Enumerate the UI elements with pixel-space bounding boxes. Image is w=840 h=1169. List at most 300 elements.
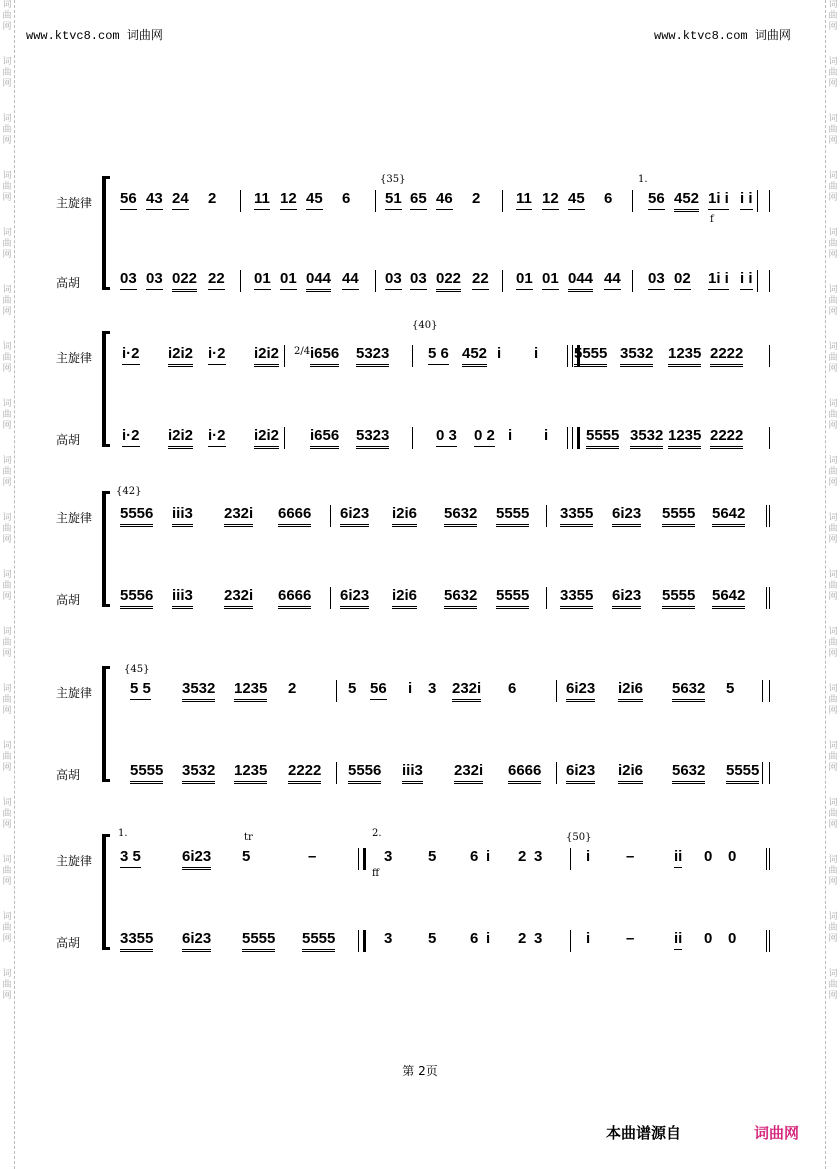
watermark-char: 词 [2,855,12,865]
watermark-char: 曲 [828,923,838,933]
watermark-char: 曲 [828,809,838,819]
watermark-char: 词 [2,0,12,10]
watermark-char: 曲 [2,695,12,705]
watermark-char: 网 [828,820,838,830]
gaohu-note: 3 [384,930,393,947]
gaohu-note: 03 [648,270,665,290]
melody-label: 主旋律 [56,196,93,210]
gaohu-note: i·2 [122,427,140,447]
watermark-char: 词 [2,456,12,466]
melody-note: 5 [348,680,357,697]
header-right [654,26,791,43]
gaohu-note: 6i23 [182,930,211,952]
melody-note: i·2 [208,345,226,365]
bar-line [502,190,503,212]
right-watermark-strip [825,0,840,1169]
melody-note: 5556 [120,505,153,527]
bar-line [567,345,568,367]
bar-line [766,505,767,527]
melody-note: 3 [384,848,393,865]
watermark-char: 曲 [2,11,12,21]
watermark-char: 网 [2,193,12,203]
gaohu-note: 2 [518,930,527,947]
melody-note: 3 [428,680,437,697]
melody-note: 1235 [668,345,701,367]
gaohu-note: 01 [516,270,533,290]
gaohu-note: 5555 [726,762,759,784]
gaohu-note: 02 [674,270,691,290]
watermark-char: 网 [828,364,838,374]
bar-line [762,680,763,702]
watermark-char: 词 [828,969,838,979]
watermark-char: 曲 [828,866,838,876]
watermark-char: 词 [2,114,12,124]
watermark-char: 网 [828,193,838,203]
gaohu-note: 5642 [712,587,745,609]
melody-staff-line [112,505,770,531]
melody-label: 主旋律 [56,686,93,700]
watermark-char: 曲 [2,980,12,990]
watermark-char: 曲 [2,866,12,876]
melody-note: 5642 [712,505,745,527]
bar-line [336,680,337,702]
bar-line [632,190,633,212]
melody-note: 43 [146,190,163,210]
gaohu-note: 5555 [496,587,529,609]
watermark-char: 曲 [828,638,838,648]
bar-line [762,762,763,784]
melody-note: 24 [172,190,189,210]
gaohu-note: i [486,930,491,947]
watermark-char: 词 [828,228,838,238]
melody-note: 11 [516,190,532,210]
watermark-char: 网 [2,478,12,488]
watermark-char: 网 [828,307,838,317]
melody-note: i2i6 [618,680,643,702]
gaohu-note: 01 [254,270,271,290]
watermark-char: 词 [828,285,838,295]
watermark-char: 词 [2,513,12,523]
watermark-char: 词 [2,399,12,409]
melody-note: 5632 [444,505,477,527]
gaohu-note: ii [674,930,682,950]
gaohu-note: 3532 [630,427,663,449]
watermark-char: 词 [828,456,838,466]
gaohu-note: 5556 [120,587,153,609]
melody-note: 56 [120,190,137,210]
melody-note: 2 [472,190,481,207]
gaohu-label: 高胡 [56,768,81,782]
melody-note: 11 [254,190,270,210]
system-bracket [102,178,106,288]
watermark-char: 曲 [828,695,838,705]
watermark-char: 网 [2,22,12,32]
melody-note: iii3 [172,505,193,527]
gaohu-note: 22 [208,270,225,290]
repeat-bar [572,427,580,449]
watermark-char: 词 [828,684,838,694]
gaohu-note: 03 [120,270,137,290]
melody-note: 2 [208,190,217,207]
gaohu-note: 022 [436,270,461,292]
gaohu-note: 0 [704,930,713,947]
gaohu-note: 3355 [120,930,153,952]
bar-line [330,505,331,527]
gaohu-note: 0 3 [436,427,457,447]
melody-note: 5555 [496,505,529,527]
watermark-char: 词 [2,228,12,238]
melody-note: 6 [508,680,517,697]
bar-line [336,762,337,784]
melody-note: 5 [242,848,251,865]
melody-note: 12 [542,190,559,210]
gaohu-note: 22 [472,270,489,290]
watermark-char: 网 [828,877,838,887]
melody-note: i [408,680,413,697]
melody-note: – [626,848,635,865]
watermark-char: 曲 [828,752,838,762]
rehearsal-mark-50: {50} [566,832,592,843]
watermark-char: 网 [828,478,838,488]
melody-note: i656 [310,345,339,367]
watermark-char: 曲 [828,125,838,135]
volta-2: 2. [372,828,382,839]
bar-line [766,848,767,870]
system-bracket [102,836,106,948]
watermark-char: 词 [828,570,838,580]
melody-note: i [586,848,591,865]
melody-note: 3355 [560,505,593,527]
melody-staff-line [112,848,770,874]
bar-line [412,345,413,367]
watermark-char: 词 [2,342,12,352]
gaohu-note: 5555 [130,762,163,784]
gaohu-note: 232i [224,587,253,609]
gaohu-note: 44 [604,270,621,290]
watermark-char: 曲 [2,68,12,78]
gaohu-note: 01 [280,270,297,290]
melody-note: 2222 [710,345,743,367]
gaohu-label: 高胡 [56,276,81,290]
melody-note: 6i23 [340,505,369,527]
gaohu-note: 3355 [560,587,593,609]
melody-label: 主旋律 [56,511,93,525]
gaohu-note: i [586,930,591,947]
watermark-char: 网 [828,934,838,944]
melody-label: 主旋律 [56,351,93,365]
gaohu-note: 232i [454,762,483,784]
gaohu-note: 03 [385,270,402,290]
melody-note: 1i i [708,190,729,210]
watermark-char: 曲 [828,524,838,534]
rehearsal-mark-35: {35} [380,174,406,185]
watermark-char: 网 [828,649,838,659]
watermark-char: 曲 [828,296,838,306]
bar-line [757,270,758,292]
melody-note: 6 [470,848,479,865]
melody-note: 5555 [574,345,607,367]
gaohu-note: 1i i [708,270,729,290]
header-left-url[interactable]: www.ktvc8.com [26,29,120,43]
gaohu-note: 44 [342,270,359,290]
watermark-char: 网 [2,592,12,602]
system-bracket [102,668,106,780]
rehearsal-mark-40: {40} [412,320,438,331]
gaohu-note: i i [740,270,753,290]
watermark-char: 词 [2,798,12,808]
repeat-bar [572,345,580,367]
bar-line [766,587,767,609]
watermark-char: 网 [2,364,12,374]
bar-line [240,270,241,292]
melody-note: 6i23 [612,505,641,527]
melody-note: i [497,345,502,362]
gaohu-note: i·2 [208,427,226,447]
rehearsal-mark-45: {45} [124,664,150,675]
gaohu-staff-line [112,587,770,613]
gaohu-note: 1235 [668,427,701,449]
end-bar-line [769,680,770,702]
bar-line [570,848,571,870]
gaohu-note: i2i2 [168,427,193,449]
watermark-char: 网 [2,79,12,89]
melody-note: i2i2 [254,345,279,367]
left-watermark-strip [0,0,15,1169]
dynamic-f: f [710,214,714,225]
watermark-char: 网 [2,307,12,317]
bar-line [502,270,503,292]
watermark-char: 网 [2,877,12,887]
gaohu-note: 5632 [672,762,705,784]
watermark-char: 词 [828,912,838,922]
melody-note: 5 [428,848,437,865]
melody-note: 45 [568,190,585,210]
watermark-char: 曲 [2,467,12,477]
melody-note: 0 [704,848,713,865]
gaohu-note: 3532 [182,762,215,784]
watermark-char: 网 [2,421,12,431]
bar-line [284,427,285,449]
watermark-char: 网 [2,535,12,545]
bar-line [570,930,571,952]
end-bar-line [769,427,770,449]
gaohu-note: 6 [470,930,479,947]
melody-note: 5 6 [428,345,449,365]
header-left [26,26,163,43]
header-left-site: 词曲网 [126,28,163,42]
watermark-char: 词 [828,0,838,10]
melody-note: i2i2 [168,345,193,367]
melody-note: 6 [604,190,613,207]
watermark-char: 曲 [828,182,838,192]
watermark-char: 网 [2,763,12,773]
watermark-char: 曲 [828,467,838,477]
watermark-char: 曲 [2,410,12,420]
gaohu-note: i [508,427,513,444]
watermark-char: 曲 [2,182,12,192]
page-number: 第 2页 [402,1064,438,1078]
watermark-char: 曲 [828,353,838,363]
bar-line [766,930,767,952]
gaohu-note: 0 [728,930,737,947]
watermark-char: 曲 [2,296,12,306]
watermark-char: 词 [2,285,12,295]
watermark-char: 网 [2,706,12,716]
gaohu-note: 5632 [444,587,477,609]
gaohu-note: 022 [172,270,197,292]
watermark-char: 词 [2,570,12,580]
gaohu-label: 高胡 [56,936,81,950]
watermark-char: 词 [2,741,12,751]
header-right-site: 词曲网 [754,28,791,42]
bar-line [330,587,331,609]
melody-note: 3 [534,848,543,865]
melody-note: ii [674,848,682,868]
watermark-char: 曲 [2,524,12,534]
trill-mark: tr [244,832,253,843]
watermark-char: 曲 [2,923,12,933]
melody-staff-line [112,345,770,371]
system-bracket [102,493,106,605]
melody-note: 51 [385,190,402,210]
bar-line [375,190,376,212]
repeat-bar [358,930,366,952]
gaohu-note: 03 [410,270,427,290]
source-site[interactable]: 词曲网 [754,1124,800,1142]
watermark-char: 词 [2,57,12,67]
melody-note: 452 [462,345,487,367]
gaohu-note: i [544,427,549,444]
watermark-char: 曲 [2,581,12,591]
melody-note: – [308,848,317,865]
watermark-char: 网 [828,79,838,89]
gaohu-note: 5323 [356,427,389,449]
melody-label: 主旋律 [56,854,93,868]
melody-note: 65 [410,190,427,210]
bar-line [632,270,633,292]
melody-note: i [534,345,539,362]
system-bracket [102,333,106,445]
gaohu-label: 高胡 [56,593,81,607]
melody-note: 45 [306,190,323,210]
rehearsal-mark-42: {42} [116,486,142,497]
bar-line [375,270,376,292]
melody-note: 0 [728,848,737,865]
watermark-char: 词 [828,513,838,523]
gaohu-staff-line [112,270,770,296]
gaohu-note: 03 [146,270,163,290]
watermark-char: 网 [828,421,838,431]
volta-1: 1. [638,174,648,185]
gaohu-note: i656 [310,427,339,449]
watermark-char: 曲 [2,125,12,135]
watermark-char: 词 [828,114,838,124]
watermark-char: 曲 [828,980,838,990]
gaohu-staff-line [112,427,770,453]
watermark-char: 曲 [2,809,12,819]
gaohu-note: 5555 [662,587,695,609]
watermark-char: 曲 [2,239,12,249]
gaohu-note: 044 [568,270,593,292]
bar-line [567,427,568,449]
watermark-char: 曲 [828,11,838,21]
watermark-char: 词 [2,969,12,979]
end-bar-line [769,190,770,212]
bar-line [757,190,758,212]
melody-note: 5 5 [130,680,151,700]
watermark-char: 曲 [2,353,12,363]
gaohu-note: 5555 [242,930,275,952]
watermark-char: 网 [828,706,838,716]
watermark-char: 网 [828,763,838,773]
end-bar-line [769,930,770,952]
watermark-char: 网 [828,22,838,32]
watermark-char: 网 [2,820,12,830]
gaohu-note: 5556 [348,762,381,784]
gaohu-note: iii3 [402,762,423,784]
source-label: 本曲谱源自 [606,1124,682,1142]
gaohu-note: – [626,930,635,947]
watermark-char: 词 [2,684,12,694]
gaohu-note: 5 [428,930,437,947]
bar-line [546,505,547,527]
watermark-char: 词 [828,855,838,865]
gaohu-note: i2i6 [392,587,417,609]
time-signature: 2/4 [294,346,311,357]
end-bar-line [769,762,770,784]
melody-note: i [486,848,491,865]
gaohu-note: 6i23 [612,587,641,609]
watermark-char: 网 [828,535,838,545]
melody-staff-line [112,680,770,706]
melody-note: 56 [648,190,665,210]
melody-note: 6i23 [566,680,595,702]
melody-note: 5323 [356,345,389,367]
watermark-char: 网 [828,991,838,1001]
gaohu-staff-line [112,762,770,788]
watermark-char: 词 [828,399,838,409]
end-bar-line [769,848,770,870]
watermark-char: 网 [2,934,12,944]
end-bar-line [769,587,770,609]
melody-note: 6666 [278,505,311,527]
melody-note: 3 5 [120,848,141,868]
repeat-bar [358,848,366,870]
melody-note: 1235 [234,680,267,702]
gaohu-note: 1235 [234,762,267,784]
end-bar-line [769,505,770,527]
melody-note: i2i6 [392,505,417,527]
gaohu-note: 3 [534,930,543,947]
melody-note: 56 [370,680,387,700]
melody-note: 46 [436,190,453,210]
watermark-char: 曲 [2,752,12,762]
melody-note: 232i [452,680,481,702]
gaohu-note: 01 [542,270,559,290]
end-bar-line [769,270,770,292]
watermark-char: 词 [828,57,838,67]
watermark-char: 网 [2,649,12,659]
header-right-url[interactable]: www.ktvc8.com [654,29,748,43]
watermark-char: 词 [828,627,838,637]
gaohu-label: 高胡 [56,433,81,447]
watermark-char: 曲 [828,239,838,249]
melody-note: 2 [288,680,297,697]
gaohu-note: 5555 [586,427,619,449]
melody-note: 6 [342,190,351,207]
watermark-char: 词 [828,798,838,808]
watermark-char: 词 [2,171,12,181]
